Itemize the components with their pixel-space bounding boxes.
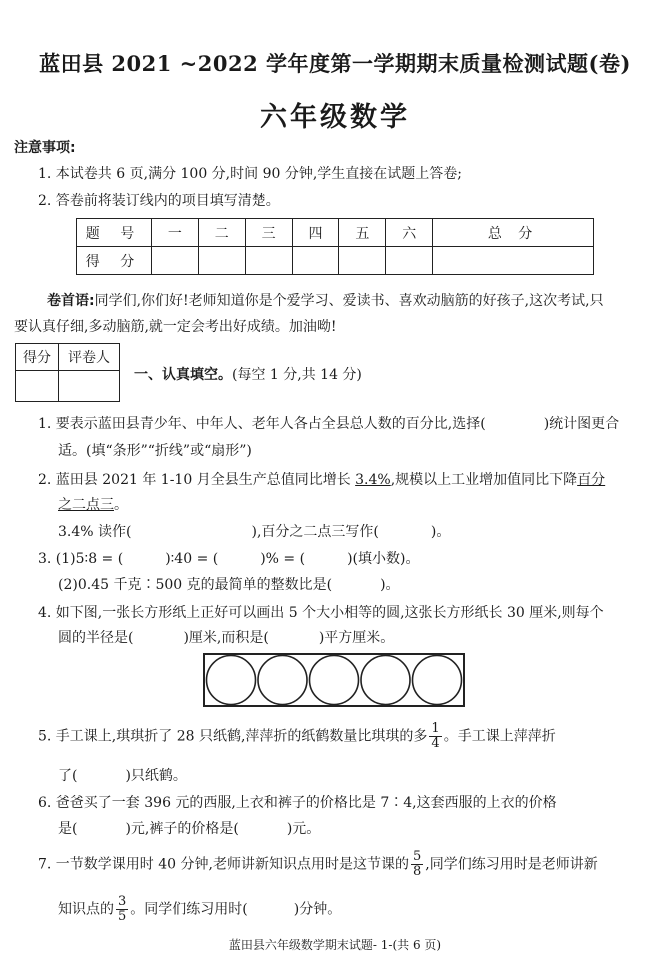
score-cell[interactable] [198,247,245,275]
q7-fraction-1-denominator: 8 [412,864,422,879]
q5-text-d: )只纸鹤。 [125,768,187,784]
note-item-1: 1. 本试卷共 6 页,满分 100 分,时间 90 分钟,学生直接在试题上答卷; [38,166,463,182]
notes-heading: 注意事项: [14,140,76,156]
preface-label: 卷首语: [47,293,95,309]
score-cell[interactable] [152,247,199,275]
q7-line-2 [58,895,341,924]
q2-underlined-1: 百分 [577,472,606,488]
grader-name-cell[interactable] [59,371,120,402]
q1-line-2: 适。(填“条形”“折线”或“扇形”) [58,443,252,459]
q2-percent: 3.4% [355,472,391,488]
q1-text-b: )统计图更合 [543,416,620,432]
q6-line-1: 6. 爸爸买了一套 396 元的西服,上衣和裤子的价格比是 7∶4,这套西服的上衣的价格 [38,795,557,811]
note-item-2: 2. 答卷前将装订线内的项目填写清楚。 [38,193,280,209]
q6-text-c: )元,裤子的价格是( [125,821,239,837]
q5-line-2 [58,765,187,785]
preface-line-2: 要认真仔细,多动脑筋,就一定会考出好成绩。加油呦! [14,319,337,335]
q3-text-f: )。 [380,577,400,593]
score-cell[interactable] [245,247,292,275]
section-1-note: (每空 1 分,共 14 分) [232,367,362,383]
q3-line-1 [38,548,419,568]
score-cell[interactable] [386,247,433,275]
q3-text-b: )∶40 = ( [165,551,219,567]
q3-text-a: 3. (1)5∶8 = ( [38,551,124,567]
grader-score-cell[interactable] [16,371,59,402]
subject-title: 六年级数学 [260,102,410,133]
score-cell[interactable] [339,247,386,275]
q7-text-c: 知识点的 [58,901,114,918]
circle-5 [413,656,462,705]
q6-line-2 [58,818,320,838]
score-header-cell: 二 [198,219,245,247]
q5-text-b: 。手工课上萍萍折 [443,728,556,745]
score-header-cell: 三 [245,219,292,247]
q1-line-1 [38,413,619,433]
grader-score-label: 得分 [16,344,59,371]
q2-line-3 [58,521,450,541]
score-header-cell: 总 分 [433,219,594,247]
score-header-cell: 四 [292,219,339,247]
q3-text-e: (2)0.45 千克∶500 克的最简单的整数比是( [58,577,333,593]
q7-fraction-1 [411,850,423,879]
q7-text-d: 。同学们练习用时( [130,901,248,918]
q4-text-c: )厘米,而积是( [183,630,269,646]
q3-text-c: )% = ( [260,551,306,567]
section-1-title: 一、认真填空。 [134,367,232,383]
grader-box [15,343,120,402]
q4-text-d: )平方厘米。 [318,630,395,646]
score-header-cell: 六 [386,219,433,247]
q2-line-1 [38,469,605,489]
q2-text-f: )。 [430,524,451,540]
q4-line-2 [58,627,394,647]
exam-header-title: 蓝田县 2021 ~2022 学年度第一学期期末质量检测试题(卷) [39,51,631,76]
q4-text-b: 圆的半径是( [58,630,134,646]
q5-text-c: 了( [58,768,78,784]
rectangle-with-five-circles-figure [203,653,465,707]
score-table-score-row [77,247,594,275]
q6-text-b: 是( [58,821,78,837]
q2-text-b: ,规模以上工业增加值同比下降 [390,472,578,488]
preface-line-1 [47,290,604,310]
q7-text-e: )分钟。 [293,901,342,918]
q5-fraction [429,722,441,751]
q2-text-d: 3.4% 读作( [58,524,132,540]
score-header-cell: 五 [339,219,386,247]
q5-fraction-numerator: 1 [431,721,440,736]
five-circles-svg [205,655,463,705]
q1-text-a: 1. 要表示蓝田县青少年、中年人、老年人各占全县总人数的百分比,选择( [38,416,486,432]
circle-1 [207,656,256,705]
page-footer: 蓝田县六年级数学期末试题- 1-(共 6 页) [228,938,442,952]
q7-fraction-2-denominator: 5 [118,909,127,924]
q6-text-d: )元。 [286,821,321,837]
section-1-heading [134,364,362,384]
q4-line-1: 4. 如下图,一张长方形纸上正好可以画出 5 个大小相等的圆,这张长方形纸长 30 厘米,则每个 [38,605,604,621]
q3-text-d: )(填小数)。 [347,551,420,567]
score-header-cell: 一 [152,219,199,247]
q5-line-1 [38,722,556,751]
circle-2 [258,656,307,705]
q2-underlined-2: 之二点三 [58,497,114,513]
q3-line-2 [58,574,400,594]
grader-name-label: 评卷人 [59,344,120,371]
q5-text-a: 5. 手工课上,琪琪折了 28 只纸鹤,萍萍折的纸鹤数量比琪琪的多 [38,728,428,745]
q2-period: 。 [114,497,128,513]
q2-line-2 [58,494,128,514]
score-table-header-row [77,219,594,247]
q2-text-e: ),百分之二点三写作( [251,524,379,540]
q2-text-a: 2. 蓝田县 2021 年 1-10 月全县生产总值同比增长 [38,472,356,488]
q7-text-b: ,同学们练习用时是老师讲新 [425,856,598,873]
preface-text-1: 同学们,你们好!老师知道你是个爱学习、爱读书、喜欢动脑筋的好孩子,这次考试,只 [94,293,604,309]
circle-3 [310,656,359,705]
q7-fraction-2 [116,895,128,924]
q7-fraction-2-numerator: 3 [118,894,127,909]
q7-text-a: 7. 一节数学课用时 40 分钟,老师讲新知识点用时是这节课的 [38,856,409,873]
score-header-cell: 题 号 [77,219,152,247]
score-cell[interactable] [433,247,594,275]
q5-fraction-denominator: 4 [431,736,440,751]
q7-fraction-1-numerator: 5 [412,849,422,864]
score-cell[interactable] [292,247,339,275]
circle-4 [361,656,410,705]
score-table [76,218,594,275]
q7-line-1 [38,850,598,879]
score-row-label: 得 分 [77,247,152,275]
